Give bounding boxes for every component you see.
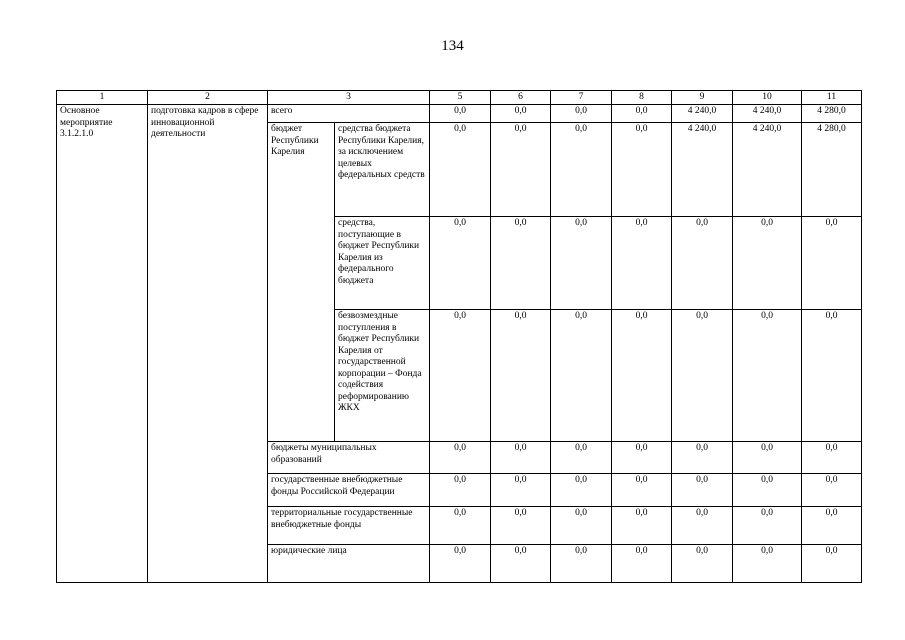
value-cell: 0,0	[733, 545, 802, 583]
value-cell: 4 240,0	[733, 123, 802, 217]
value-cell: 0,0	[733, 217, 802, 310]
value-cell: 0,0	[491, 217, 551, 310]
value-cell: 0,0	[612, 217, 672, 310]
value-cell: 0,0	[733, 507, 802, 545]
source-label-cell: юридические лица	[268, 545, 430, 583]
page-number: 134	[441, 38, 464, 54]
value-cell: 0,0	[551, 545, 612, 583]
budget-group-cell: бюджет Республики Карелия	[268, 123, 335, 442]
value-cell: 0,0	[672, 507, 733, 545]
value-cell: 0,0	[491, 310, 551, 442]
source-label-cell: бюджеты муниципальных образований	[268, 442, 430, 474]
value-cell: 0,0	[612, 105, 672, 123]
value-cell: 4 280,0	[802, 105, 862, 123]
value-cell: 0,0	[551, 123, 612, 217]
value-cell: 0,0	[430, 545, 491, 583]
value-cell: 0,0	[672, 545, 733, 583]
value-cell: 0,0	[802, 217, 862, 310]
value-cell: 0,0	[491, 474, 551, 507]
source-label-cell: безвозмездные поступления в бюджет Республики Карелия от государственной корпорации – Фонда содействия реформированию ЖКХ	[335, 310, 430, 442]
value-cell: 0,0	[430, 507, 491, 545]
value-cell: 0,0	[551, 105, 612, 123]
value-cell: 0,0	[612, 123, 672, 217]
value-cell: 0,0	[430, 310, 491, 442]
value-cell: 0,0	[802, 545, 862, 583]
source-label-cell: государственные внебюджетные фонды Российской Федерации	[268, 474, 430, 507]
header-row	[57, 91, 862, 105]
value-cell: 0,0	[612, 545, 672, 583]
budget-table	[56, 90, 862, 583]
header-cell: 11	[802, 91, 862, 105]
value-cell: 0,0	[491, 507, 551, 545]
value-cell: 0,0	[430, 105, 491, 123]
source-label-cell: средства бюджета Республики Карелия, за исключением целевых федеральных средств	[335, 123, 430, 217]
activity-code-cell: Основное мероприятие 3.1.2.1.0	[57, 105, 148, 583]
value-cell: 0,0	[672, 310, 733, 442]
value-cell: 0,0	[672, 217, 733, 310]
value-cell: 0,0	[802, 474, 862, 507]
header-cell: 7	[551, 91, 612, 105]
value-cell: 0,0	[551, 217, 612, 310]
value-cell: 0,0	[612, 507, 672, 545]
header-cell: 5	[430, 91, 491, 105]
value-cell: 0,0	[612, 310, 672, 442]
value-cell: 0,0	[612, 474, 672, 507]
value-cell: 0,0	[672, 442, 733, 474]
value-cell: 4 240,0	[672, 123, 733, 217]
header-cell: 9	[672, 91, 733, 105]
source-label-cell: средства, поступающие в бюджет Республики Карелия из федерального бюджета	[335, 217, 430, 310]
value-cell: 0,0	[430, 474, 491, 507]
value-cell: 0,0	[802, 507, 862, 545]
value-cell: 0,0	[733, 310, 802, 442]
header-cell: 10	[733, 91, 802, 105]
value-cell: 0,0	[551, 474, 612, 507]
value-cell: 0,0	[612, 442, 672, 474]
activity-name-cell: подготовка кадров в сфере инновационной деятельности	[148, 105, 268, 583]
table-row	[57, 105, 862, 123]
value-cell: 0,0	[430, 123, 491, 217]
value-cell: 0,0	[551, 507, 612, 545]
value-cell: 0,0	[802, 442, 862, 474]
header-cell: 3	[268, 91, 430, 105]
value-cell: 4 240,0	[733, 105, 802, 123]
header-cell: 1	[57, 91, 148, 105]
value-cell: 0,0	[551, 310, 612, 442]
value-cell: 0,0	[430, 217, 491, 310]
source-label-cell: территориальные государственные внебюджетные фонды	[268, 507, 430, 545]
value-cell: 0,0	[733, 442, 802, 474]
value-cell: 0,0	[491, 123, 551, 217]
value-cell: 0,0	[802, 310, 862, 442]
header-cell: 8	[612, 91, 672, 105]
value-cell: 0,0	[491, 442, 551, 474]
value-cell: 4 240,0	[672, 105, 733, 123]
value-cell: 0,0	[733, 474, 802, 507]
value-cell: 0,0	[491, 545, 551, 583]
value-cell: 0,0	[491, 105, 551, 123]
value-cell: 0,0	[430, 442, 491, 474]
header-cell: 2	[148, 91, 268, 105]
source-label-cell: всего	[268, 105, 430, 123]
header-cell: 6	[491, 91, 551, 105]
value-cell: 4 280,0	[802, 123, 862, 217]
value-cell: 0,0	[672, 474, 733, 507]
value-cell: 0,0	[551, 442, 612, 474]
